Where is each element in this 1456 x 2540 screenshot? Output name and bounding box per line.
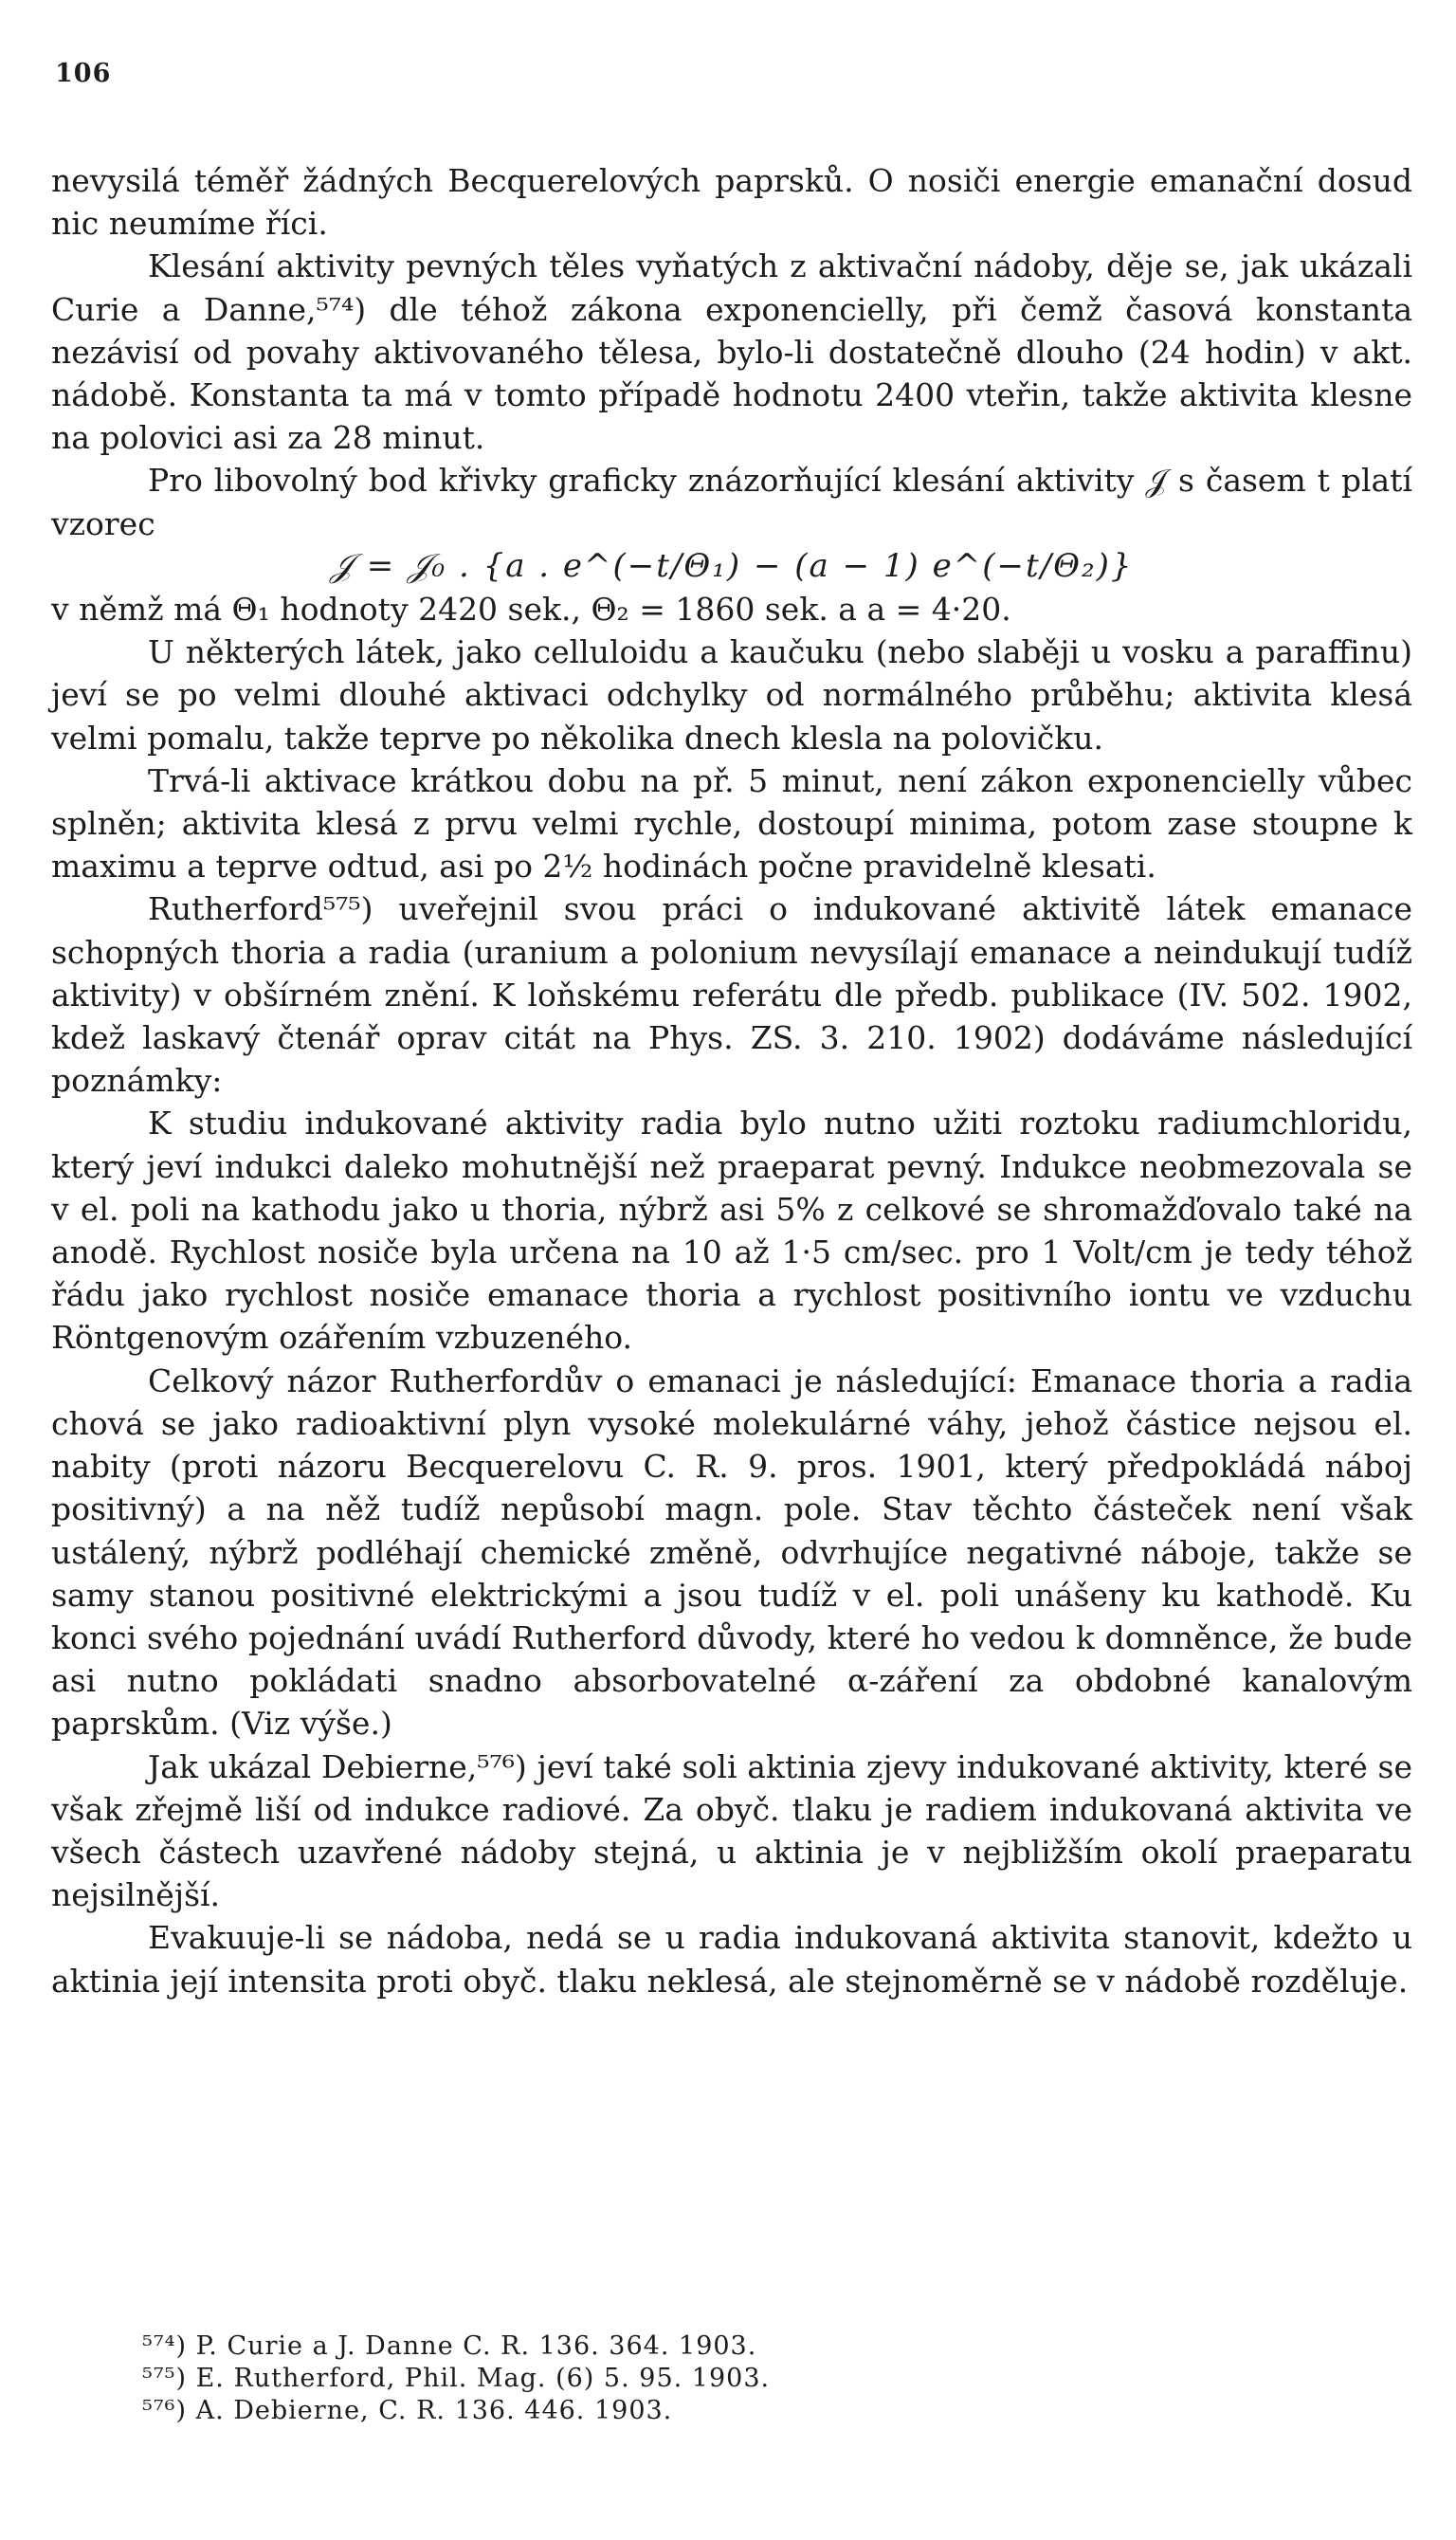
paragraph: nevysilá téměř žádných Becquerelových paprsků. O nosiči energie emanační dosud nic neumíme říci. — [51, 162, 1412, 243]
paragraph: Klesání aktivity pevných těles vyňatých z aktivační nádoby, děje se, jak ukázali Curie a Danne,⁵⁷⁴) dle téhož zákona exponencielly, při čemž časová konstanta nezávisí od povahy aktivovaného tělesa, bylo-li dostatečně dlouho (24 hodin) v akt. nádobě. Konstanta ta má v tomto případě hodnotu 2400 vteřin, takže aktivita klesne na polovici asi za 28 minut. — [51, 247, 1412, 457]
footnote: ⁵⁷⁴) P. Curie a J. Danne C. R. 136. 364. 1903. — [142, 2331, 757, 2361]
formula: 𝒥 = 𝒥₀ . {a . e^(−t/Θ₁) − (a − 1) e^(−t/Θ₂)} — [330, 546, 1134, 585]
page-number: 106 — [55, 59, 112, 88]
paragraph: Pro libovolný bod křivky graficky znázorňující klesání aktivity 𝒥 s časem t platí vzorec — [51, 462, 1412, 542]
body-text — [51, 159, 1412, 2002]
paragraph: Rutherford⁵⁷⁵) uveřejnil svou práci o indukované aktivitě látek emanace schopných thoria a radia (uranium a polonium nevysílají emanace a neindukují tudíž aktivity) v obšírném znění. K loňskému referátu dle předb. publikace (IV. 502. 1902, kdež laskavý čtenář oprav citát na Phys. ZS. 3. 210. 1902) dodáváme následující poznámky: — [51, 890, 1412, 1100]
paragraph: U některých látek, jako celluloidu a kaučuku (nebo slaběji u vosku a paraffinu) jeví se po velmi dlouhé aktivaci odchylky od normálného průběhu; aktivita klesá velmi pomalu, takže teprve po několika dnech klesla na polovičku. — [51, 633, 1412, 757]
paragraph: Trvá-li aktivace krátkou dobu na př. 5 minut, není zákon exponencielly vůbec splněn; aktivita klesá z prvu velmi rychle, dostoupí minima, potom zase stoupne k maximu a teprve odtud, asi po 2½ hodinách počne pravidelně klesati. — [51, 761, 1412, 886]
footnote: ⁵⁷⁶) A. Debierne, C. R. 136. 446. 1903. — [142, 2396, 673, 2425]
footnote: ⁵⁷⁵) E. Rutherford, Phil. Mag. (6) 5. 95. 1903. — [142, 2364, 771, 2393]
footnotes — [142, 2330, 1280, 2427]
paragraph: v němž má Θ₁ hodnoty 2420 sek., Θ₂ = 1860 sek. a a = 4·20. — [51, 591, 1011, 629]
paragraph: Evakuuje-li se nádoba, nedá se u radia indukovaná aktivita stanovit, kdežto u aktinia její intensita proti obyč. tlaku neklesá, ale stejnoměrně se v nádobě rozděluje. — [51, 1919, 1412, 2000]
paragraph: Celkový názor Rutherfordův o emanaci je následující: Emanace thoria a radia chová se jako radioaktivní plyn vysoké molekulárné váhy, jehož částice nejsou el. nabity (proti názoru Becquerelovu C. R. 9. pros. 1901, který předpokládá náboj positivný) a na něž tudíž nepůsobí magn. pole. Stav těchto částeček není však ustálený, nýbrž podléhají chemické změně, odvrhujíce negativné náboje, takže se samy stanou positivné elektrickými a jsou tudíž v el. poli unášeny ku kathodě. Ku konci svého pojednání uvádí Rutherford důvody, které ho vedou k domněnce, že bude asi nutno pokládati snadno absorbovatelné α-záření za obdobné kanalovým paprskům. (Viz výše.) — [51, 1361, 1412, 1743]
paragraph: K studiu indukované aktivity radia bylo nutno užiti roztoku radiumchloridu, který jeví indukci daleko mohutnější než praeparat pevný. Indukce neobmezovala se v el. poli na kathodu jako u thoria, nýbrž asi 5% z celkové se shromažďovalo také na anodě. Rychlost nosiče byla určena na 10 až 1·5 cm/sec. pro 1 Volt/cm je tedy téhož řádu jako rychlost nosiče emanace thoria a rychlost positivního iontu ve vzduchu Röntgenovým ozářením vzbuzeného. — [51, 1105, 1412, 1357]
paragraph: Jak ukázal Debierne,⁵⁷⁶) jeví také soli aktinia zjevy indukované aktivity, které se však zřejmě liší od indukce radiové. Za obyč. tlaku je radiem indukovaná aktivita ve všech částech uzavřené nádoby stejná, u aktinia je v nejbližším okolí praeparatu nejsilnější. — [51, 1747, 1412, 1914]
